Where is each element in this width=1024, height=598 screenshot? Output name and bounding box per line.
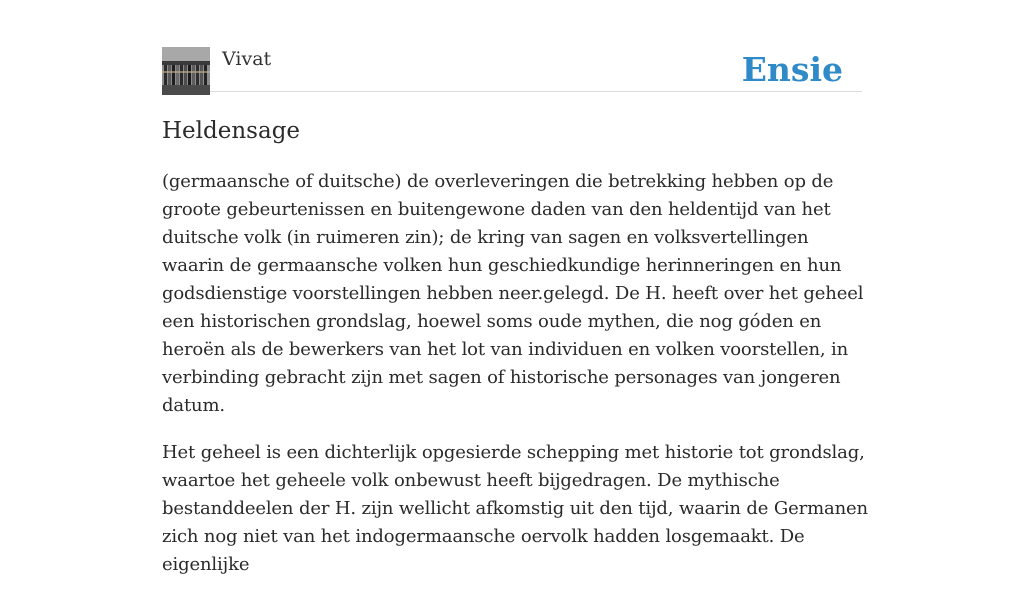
article-body <box>162 168 872 598</box>
paragraph: (germaansche of duitsche) de overleveringen die betrekking hebben op de groote gebeurtenissen en buitengewone daden van den heldentijd van het duitsche volk (in ruimeren zin); de kring van sagen en volksvertellingen waarin de germaansche volken hun geschiedkundige herinneringen en hun godsdienstige voorstellingen hebben neer.gelegd. De H. heeft over het geheel een historischen grondslag, hoewel soms oude mythen, die nog góden en heroën als de bewerkers van het lot van individuen en volken voorstellen, in verbinding gebracht zijn met sagen of historische personages van jongeren datum. <box>162 171 864 416</box>
header <box>162 46 862 92</box>
site-logo[interactable]: Ensie <box>741 50 843 89</box>
author-name[interactable]: Vivat <box>222 48 272 70</box>
article-title: Heldensage <box>162 118 301 144</box>
bookshelf-avatar-icon <box>162 47 210 95</box>
author-avatar[interactable] <box>162 47 210 95</box>
paragraph: Het geheel is een dichterlijk opgesierde schepping met historie tot grondslag, waartoe het geheele volk onbewust heeft bijgedragen. De mythische bestanddeelen der H. zijn wellicht afkomstig uit den tijd, waarin de Germanen zich nog niet van het indogermaansche oervolk hadden losgemaakt. De eigenlijke <box>162 442 868 575</box>
